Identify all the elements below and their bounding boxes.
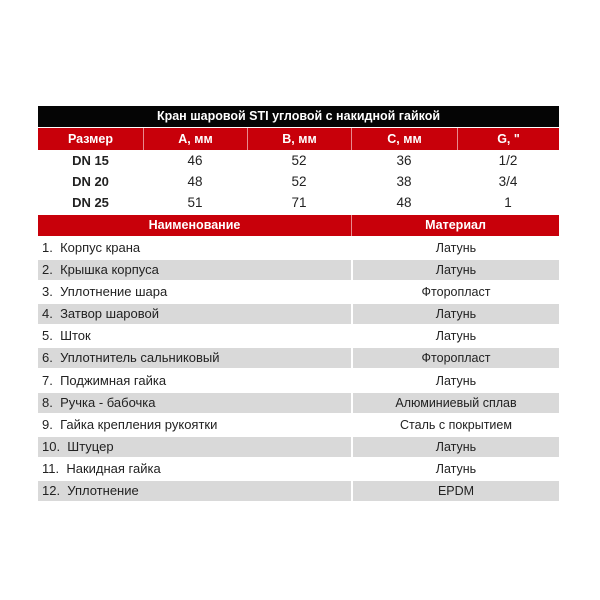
parts-row bbox=[38, 282, 559, 302]
size-cell: DN 15 bbox=[72, 153, 109, 168]
g-cell: 3/4 bbox=[498, 174, 518, 189]
part-name: 2. Крышка корпуса bbox=[38, 260, 351, 280]
dimensions-row bbox=[38, 192, 559, 213]
parts-header bbox=[38, 215, 559, 236]
part-name: 9. Гайка крепления рукоятки bbox=[42, 417, 218, 432]
dimensions-row bbox=[38, 171, 559, 192]
part-name: 5. Шток bbox=[42, 328, 91, 343]
parts-row bbox=[38, 415, 559, 435]
part-material: Латунь bbox=[351, 326, 559, 346]
size-cell: DN 25 bbox=[72, 195, 109, 210]
col-b: B, мм bbox=[247, 128, 351, 150]
c-cell: 36 bbox=[396, 153, 412, 168]
part-material: Фторопласт bbox=[351, 348, 559, 368]
part-name: 11. Накидная гайка bbox=[42, 461, 161, 476]
parts-row bbox=[38, 437, 559, 457]
part-material: Латунь bbox=[351, 370, 559, 392]
part-material: Алюминиевый сплав bbox=[351, 393, 559, 413]
c-cell: 38 bbox=[396, 174, 412, 189]
dimensions-row bbox=[38, 150, 559, 171]
parts-row bbox=[38, 348, 559, 368]
col-a: A, мм bbox=[143, 128, 247, 150]
dimensions-header bbox=[38, 128, 559, 150]
part-name: 8. Ручка - бабочка bbox=[38, 393, 351, 413]
part-name: 6. Уплотнитель сальниковый bbox=[38, 348, 351, 368]
parts-row bbox=[38, 370, 559, 391]
a-cell: 48 bbox=[187, 174, 203, 189]
parts-row bbox=[38, 459, 559, 479]
col-g: G, " bbox=[457, 128, 559, 150]
col-size: Размер bbox=[67, 132, 113, 146]
part-name: 1. Корпус крана bbox=[42, 240, 141, 255]
part-material: Латунь bbox=[351, 459, 559, 479]
parts-row bbox=[38, 260, 559, 280]
col-material: Материал bbox=[351, 215, 559, 236]
parts-row bbox=[38, 238, 559, 258]
part-material: Фторопласт bbox=[351, 282, 559, 302]
part-name: 4. Затвор шаровой bbox=[38, 304, 351, 324]
g-cell: 1 bbox=[504, 195, 512, 210]
part-material: Латунь bbox=[351, 437, 559, 457]
parts-row bbox=[38, 393, 559, 413]
table-title: Кран шаровой STI угловой с накидной гайкой bbox=[38, 106, 559, 127]
part-name: 10. Штуцер bbox=[38, 437, 351, 457]
part-material: Сталь с покрытием bbox=[351, 415, 559, 435]
size-cell: DN 20 bbox=[72, 174, 109, 189]
part-material: EPDM bbox=[351, 481, 559, 501]
part-material: Латунь bbox=[351, 304, 559, 324]
parts-row bbox=[38, 326, 559, 346]
parts-row bbox=[38, 304, 559, 324]
a-cell: 51 bbox=[187, 195, 203, 210]
c-cell: 48 bbox=[396, 195, 412, 210]
spec-sheet bbox=[38, 106, 559, 501]
a-cell: 46 bbox=[187, 153, 203, 168]
part-name: 12. Уплотнение bbox=[38, 481, 351, 501]
part-material: Латунь bbox=[351, 260, 559, 280]
g-cell: 1/2 bbox=[498, 153, 518, 168]
parts-row bbox=[38, 481, 559, 501]
b-cell: 52 bbox=[291, 153, 307, 168]
col-c: C, мм bbox=[351, 128, 457, 150]
part-name: 7. Поджимная гайка bbox=[42, 373, 167, 388]
b-cell: 52 bbox=[291, 174, 307, 189]
part-name: 3. Уплотнение шара bbox=[42, 284, 168, 299]
col-name: Наименование bbox=[148, 218, 241, 232]
b-cell: 71 bbox=[291, 195, 307, 210]
part-material: Латунь bbox=[351, 238, 559, 258]
